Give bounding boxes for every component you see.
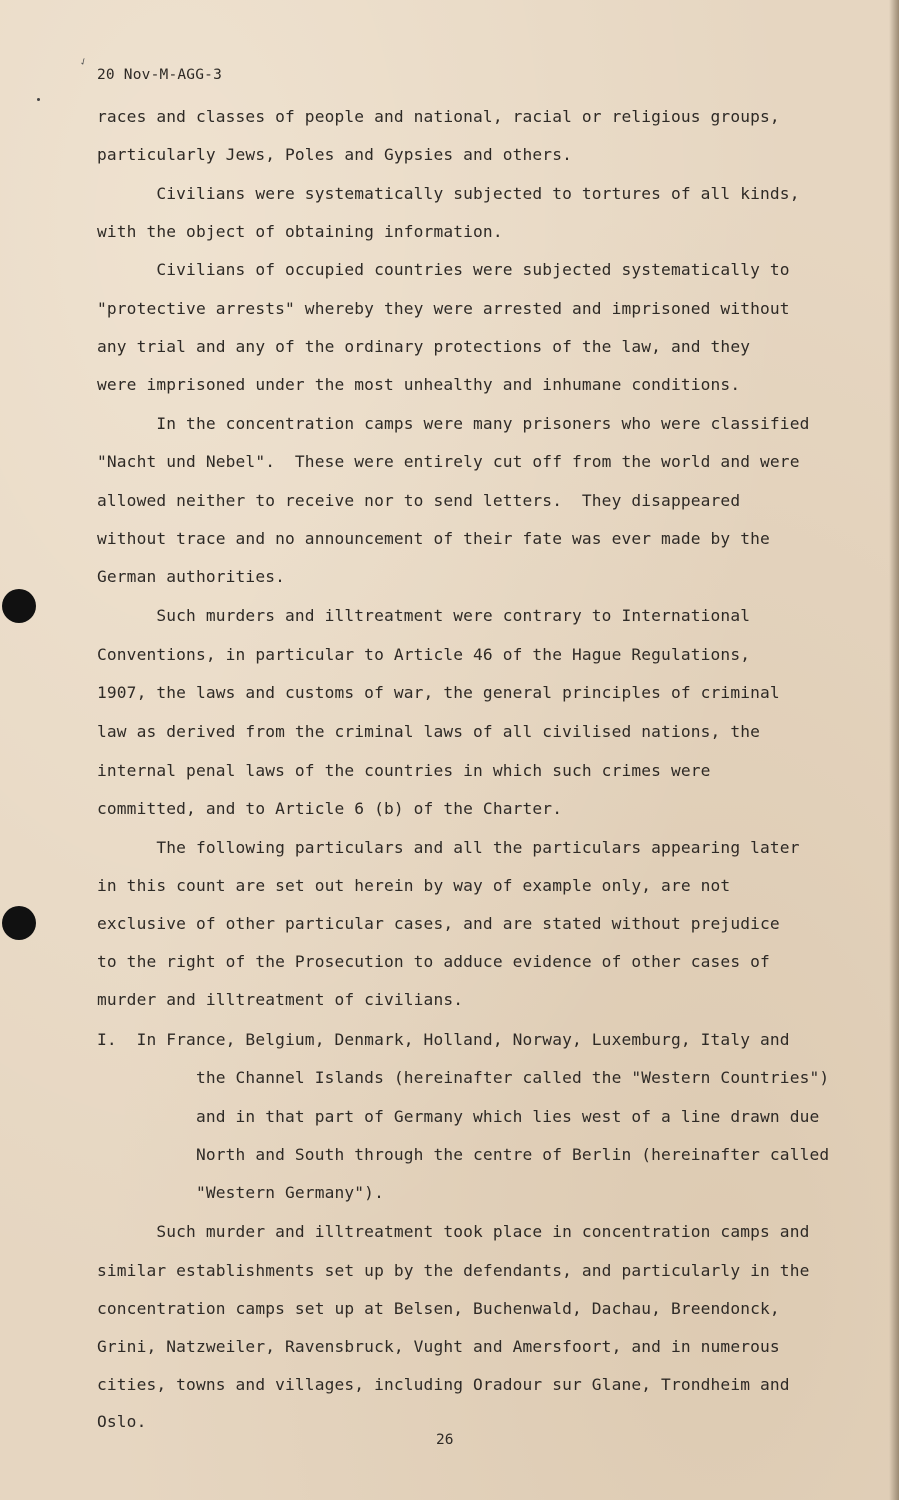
text-line: in this count are set out herein by way of example only, are not (97, 876, 731, 895)
text-line: murder and illtreatment of civilians. (97, 990, 464, 1009)
text-line: were imprisoned under the most unhealthy and inhumane conditions. (97, 375, 741, 394)
list-item-line: and in that part of Germany which lies west of a line drawn due (97, 1107, 820, 1126)
text-line: law as derived from the criminal laws of all civilised nations, the (97, 722, 761, 741)
punch-hole-icon (2, 906, 36, 940)
text-line: races and classes of people and national, racial or religious groups, (97, 107, 780, 126)
text-line: similar establishments set up by the defendants, and particularly in the (97, 1261, 810, 1280)
text-line: concentration camps set up at Belsen, Buchenwald, Dachau, Breendonck, (97, 1299, 780, 1318)
list-item-line: the Channel Islands (hereinafter called the "Western Countries") (97, 1068, 830, 1087)
ink-dot (37, 98, 40, 101)
document-reference: 20 Nov-M-AGG-3 (97, 67, 223, 83)
text-line: Oslo. (97, 1412, 147, 1431)
text-line: with the object of obtaining information. (97, 222, 503, 241)
punch-hole-icon (2, 589, 36, 623)
text-line: Such murder and illtreatment took place in concentration camps and (97, 1222, 810, 1241)
page-edge-shadow (889, 0, 899, 1500)
text-line: Such murders and illtreatment were contrary to International (97, 606, 751, 625)
text-line: Civilians of occupied countries were subjected systematically to (97, 260, 790, 279)
text-line: Grini, Natzweiler, Ravensbruck, Vught and Amersfoort, and in numerous (97, 1337, 780, 1356)
text-line: allowed neither to receive nor to send letters. They disappeared (97, 491, 741, 510)
text-line: to the right of the Prosecution to adduce evidence of other cases of (97, 952, 770, 971)
text-line: particularly Jews, Poles and Gypsies and others. (97, 145, 572, 164)
text-line: exclusive of other particular cases, and are stated without prejudice (97, 914, 780, 933)
text-line: In the concentration camps were many prisoners who were classified (97, 414, 810, 433)
text-line: Civilians were systematically subjected to tortures of all kinds, (97, 184, 800, 203)
text-line: without trace and no announcement of their fate was ever made by the (97, 529, 770, 548)
text-line: The following particulars and all the particulars appearing later (97, 838, 800, 857)
text-line: 1907, the laws and customs of war, the general principles of criminal (97, 683, 780, 702)
page-number: 26 (436, 1432, 454, 1448)
text-line: German authorities. (97, 567, 286, 586)
list-item-line: "Western Germany"). (97, 1183, 384, 1202)
text-line: committed, and to Article 6 (b) of the Charter. (97, 799, 563, 818)
text-line: internal penal laws of the countries in which such crimes were (97, 761, 711, 780)
text-line: any trial and any of the ordinary protections of the law, and they (97, 337, 751, 356)
text-line: "protective arrests" whereby they were arrested and imprisoned without (97, 299, 790, 318)
list-item-line: I. In France, Belgium, Denmark, Holland, Norway, Luxemburg, Italy and (97, 1030, 790, 1049)
text-line: Conventions, in particular to Article 46 of the Hague Regulations, (97, 645, 751, 664)
text-line: "Nacht und Nebel". These were entirely cut off from the world and were (97, 452, 800, 471)
list-item-line: North and South through the centre of Berlin (hereinafter called (97, 1145, 830, 1164)
checkmark-icon: ✓ (77, 54, 90, 69)
text-line: cities, towns and villages, including Oradour sur Glane, Trondheim and (97, 1375, 790, 1394)
